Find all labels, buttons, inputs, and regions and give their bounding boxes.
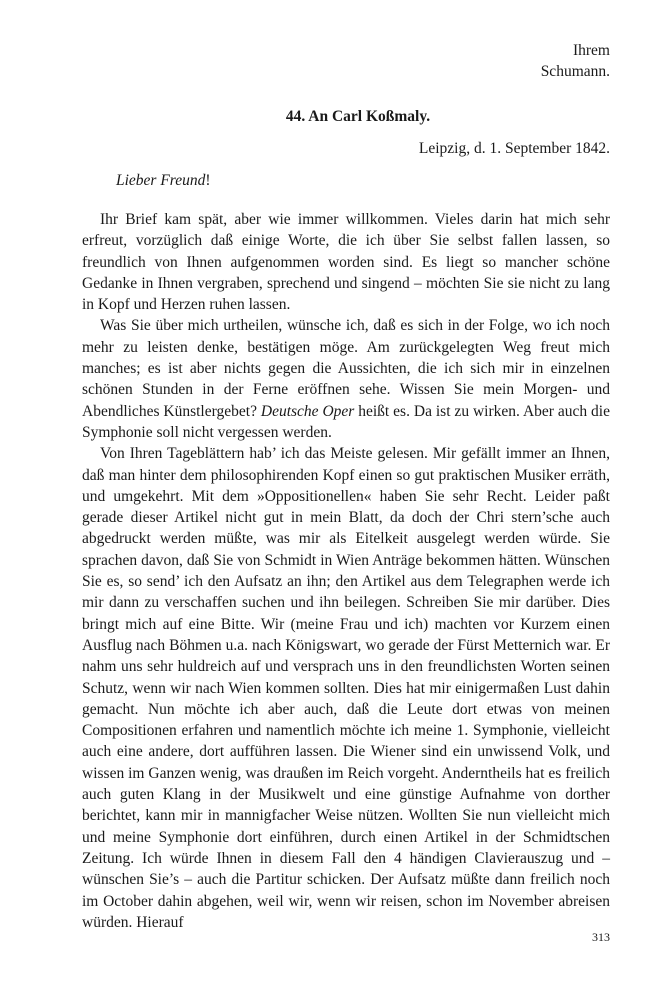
salutation-punctuation: ! (205, 172, 211, 189)
paragraph-2 (82, 315, 610, 443)
closing-line-1: Ihrem (572, 42, 610, 59)
paragraph-3: Von Ihren Tageblättern hab’ ich das Meiste gelesen. Mir gefällt immer an Ihnen, daß man hinter dem philosophirenden Kopf einen so gut praktischen Musiker erräth, und umgekehrt. Mit dem »Oppositionellen« haben Sie sehr Recht. Leider paßt gerade dieser Artikel nicht gut in mein Blatt, da doch der Chri stern’sche auch abgedruckt werden müßte, was mir als Eitelkeit ausgelegt werden würde. Sie sprachen davon, daß Sie von Schmidt in Wien Anträge bekommen hätten. Wünschen Sie es, so send’ ich den Aufsatz an ihn; den Artikel aus dem Telegraphen werde ich mir dann zu verschaffen suchen und ihn beilegen. Schreiben Sie mir darüber. Dies bringt mich auf eine Bitte. Wir (meine Frau und ich) machten vor Kurzem einen Ausflug nach Böhmen u.a. nach Königswart, wo gerade der Fürst Metternich war. Er nahm uns sehr huldreich auf und versprach uns in den freundlichsten Worten seinen Schutz, wenn wir nach Wien kommen sollten. Dies hat mir einigermaßen Lust dahin gemacht. Nun möchte ich aber auch, daß die Leute dort etwas von meinen Compositionen erfahren und namentlich möchte ich meine 1. Symphonie, vielleicht auch eine andere, dort aufführen lassen. Die Wiener sind ein unwissend Volk, und wissen im Ganzen wenig, was draußen im Reich vorgeht. Anderntheils hat es freilich auch guten Klang in der Musikwelt und eine günstige Aufnahme von dorther berichtet, kann mir in mannigfacher Weise nützen. Wollten Sie nun vielleicht mich und meine Symphonie dort einführen, durch einen Artikel in der Schmidtschen Zeitung. Ich würde Ihnen in diesem Fall den 4 händigen Clavierauszug und – wünschen Sie’s – auch die Partitur schicken. Der Aufsatz müßte dann freilich noch im October dahin abgehen, weil wir, wenn wir reisen, schon im November abreisen würden. Hierauf (82, 445, 610, 931)
letter-body (82, 209, 610, 933)
paragraph-1: Ihr Brief kam spät, aber wie immer willkommen. Vieles darin hat mich sehr erfreut, vorzüglich daß einige Worte, die ich über Sie selbst fallen lassen, so freundlich von Ihnen aufgenommen worden sind. Es liegt so mancher schöne Gedanke in Ihnen vergraben, sprechend und singend – möchten Sie sie nicht zu lang in Kopf und Herzen ruhen lassen. (82, 211, 610, 314)
book-page (82, 40, 610, 960)
closing-signature: Schumann. (540, 63, 610, 80)
paragraph-2-italic-title: Deutsche Oper (260, 402, 355, 420)
letter-title: 44. An Carl Koßmaly. (285, 108, 431, 125)
letter-salutation (82, 170, 610, 191)
paragraph-2-text-after: heißt es. Da ist zu wirken. Aber auch die Symphonie soll nicht vergessen werden. (82, 402, 610, 441)
letter-place-date: Leipzig, d. 1. September 1842. (418, 140, 610, 157)
page-number: 313 (592, 930, 610, 944)
previous-letter-closing (82, 40, 610, 82)
salutation-text: Lieber Freund (116, 172, 206, 189)
paragraph-2-text-before: Was Sie über mich urtheilen, wünsche ich, daß es sich in der Folge, wo ich noch mehr zu leisten denke, bestätigen möge. Am zurückgelegten Weg freut mich manches; es ist aber nichts gegen die Aussichten, die ich sich mir in einzelnen schönen Stunden in der Ferne eröffnen sehe. Wissen Sie mein Morgen- und Abendliches Künstlergebet? (82, 317, 610, 420)
